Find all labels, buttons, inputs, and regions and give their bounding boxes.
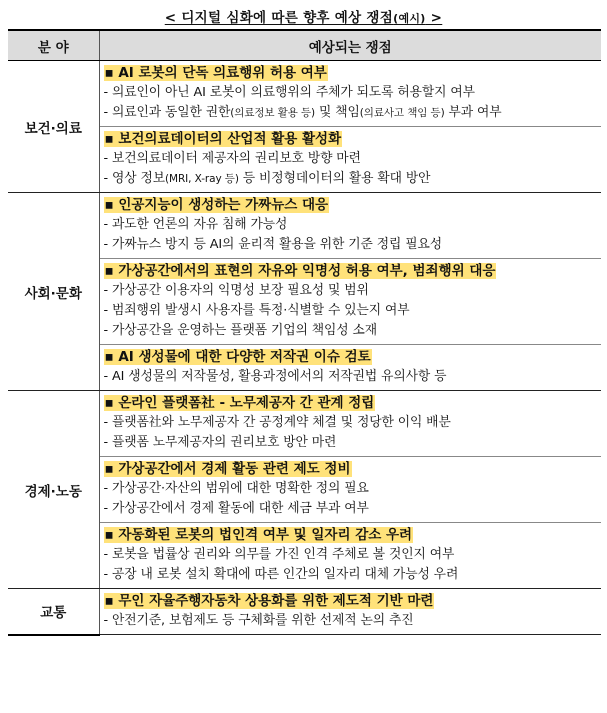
issue-item: - 의료인과 동일한 권한(의료정보 활용 등) 및 책임(의료사고 책임 등) 부과 여부 bbox=[103, 105, 502, 120]
issue-item: - 가상공간에서 경제 활동에 대한 세금 부과 여부 bbox=[103, 501, 369, 516]
issue-item: - 가상공간 이용자의 익명성 보장 필요성 및 범위 bbox=[103, 283, 369, 298]
table-header-row bbox=[8, 30, 601, 61]
issue-heading: ▪ AI 로봇의 단독 의료행위 허용 여부 bbox=[104, 65, 327, 81]
title-main: < 디지털 심화에 따른 향후 예상 쟁점 bbox=[164, 10, 394, 26]
field-label: 경제·노동 bbox=[8, 391, 99, 589]
issue-item: - AI 생성물의 저작물성, 활용과정에서의 저작권법 유의사항 등 bbox=[103, 369, 447, 384]
issues-table bbox=[8, 29, 601, 636]
issue-item: - 가상공간을 운영하는 플랫폼 기업의 책임성 소재 bbox=[103, 323, 378, 338]
issue-item: - 과도한 언론의 자유 침해 가능성 bbox=[103, 217, 288, 232]
issue-cell bbox=[99, 259, 601, 345]
issue-item: - 의료인이 아닌 AI 로봇이 의료행위의 주체가 되도록 허용할지 여부 bbox=[103, 85, 475, 100]
issue-item: - 안전기준, 보험제도 등 구체화를 위한 선제적 논의 추진 bbox=[103, 613, 414, 628]
issue-heading: ▪ 가상공간에서 경제 활동 관련 제도 정비 bbox=[104, 461, 351, 477]
issue-cell bbox=[99, 127, 601, 193]
table-row bbox=[8, 391, 601, 457]
issue-item: - 공장 내 로봇 설치 확대에 따른 인간의 일자리 대체 가능성 우려 bbox=[103, 567, 459, 582]
issue-item: - 영상 정보(MRI, X-ray 등) 등 비정형데이터의 활용 확대 방안 bbox=[103, 171, 431, 186]
table-row bbox=[8, 193, 601, 259]
field-label: 사회·문화 bbox=[8, 193, 99, 391]
issue-cell bbox=[99, 61, 601, 127]
issue-item: - 가짜뉴스 방지 등 AI의 윤리적 활용을 위한 기준 정립 필요성 bbox=[103, 237, 443, 252]
issue-item: - 보건의료데이터 제공자의 권리보호 방향 마련 bbox=[103, 151, 361, 166]
issue-heading: ▪ AI 생성물에 대한 다양한 저작권 이슈 검토 bbox=[104, 349, 371, 365]
issue-heading: ▪ 자동화된 로봇의 법인격 여부 및 일자리 감소 우려 bbox=[104, 527, 413, 543]
field-label: 교통 bbox=[8, 589, 99, 635]
issue-cell bbox=[99, 391, 601, 457]
issue-cell bbox=[99, 345, 601, 391]
issue-item: - 플랫폼 노무제공자의 권리보호 방안 마련 bbox=[103, 435, 337, 450]
issue-item: - 로봇을 법률상 권리와 의무를 가진 인격 주체로 볼 것인지 여부 bbox=[103, 547, 455, 562]
issue-cell bbox=[99, 193, 601, 259]
table-row bbox=[8, 589, 601, 635]
issue-heading: ▪ 무인 자율주행자동차 상용화를 위한 제도적 기반 마련 bbox=[104, 593, 434, 609]
header-issues: 예상되는 쟁점 bbox=[99, 30, 601, 61]
table-title bbox=[0, 6, 607, 26]
issue-heading: ▪ 온라인 플랫폼社 - 노무제공자 간 관계 정립 bbox=[104, 395, 375, 411]
issue-heading: ▪ 보건의료데이터의 산업적 활용 활성화 bbox=[104, 131, 342, 147]
header-field: 분 야 bbox=[8, 30, 99, 61]
issue-cell bbox=[99, 457, 601, 523]
issue-item: - 플랫폼社와 노무제공자 간 공정계약 체결 및 정당한 이익 배분 bbox=[103, 415, 451, 430]
field-label: 보건·의료 bbox=[8, 61, 99, 193]
issue-item: - 가상공간·자산의 범위에 대한 명확한 정의 필요 bbox=[103, 481, 369, 496]
title-suffix: (예시) bbox=[393, 12, 426, 25]
issue-heading: ▪ 가상공간에서의 표현의 자유와 익명성 허용 여부, 범죄행위 대응 bbox=[104, 263, 496, 279]
issue-heading: ▪ 인공지능이 생성하는 가짜뉴스 대응 bbox=[104, 197, 329, 213]
issue-cell bbox=[99, 589, 601, 635]
issue-cell bbox=[99, 523, 601, 589]
issue-item: - 범죄행위 발생시 사용자를 특정·식별할 수 있는지 여부 bbox=[103, 303, 410, 318]
title-end: > bbox=[425, 10, 443, 26]
table-row bbox=[8, 61, 601, 127]
